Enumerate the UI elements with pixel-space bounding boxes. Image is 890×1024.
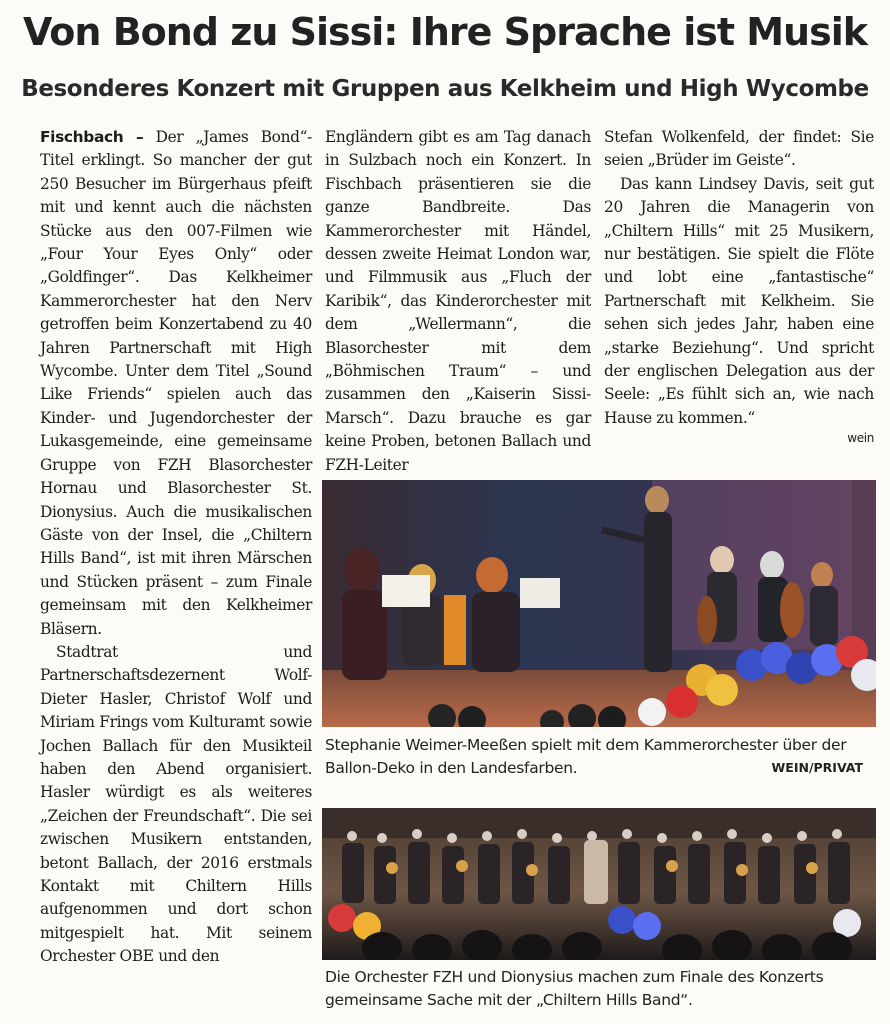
article-column-3 — [604, 126, 874, 446]
author-signoff: wein — [847, 431, 874, 446]
photo-caption — [325, 734, 877, 779]
article-column-2 — [325, 126, 591, 477]
article-column-1 — [40, 126, 312, 969]
article-paragraph: Stefan Wolkenfeld, der findet: Sie seien „Brüder im Geiste“. — [604, 128, 874, 170]
article-headline: Von Bond zu Sissi: Ihre Sprache ist Musik — [22, 10, 868, 54]
photo-chamber-orchestra — [322, 480, 876, 727]
dateline: Fischbach – — [40, 128, 144, 146]
photo-caption: Die Orchester FZH und Dionysius machen zum Finale des Konzerts gemeinsame Sache mit der „Chiltern Hills Band“. — [325, 968, 824, 1009]
caption-text: Stephanie Weimer-Meeßen spielt mit dem Kammerorchester über der Ballon-Deko in den Landesfarben. — [325, 736, 847, 777]
photo-credit: WEIN/PRIVAT — [771, 759, 863, 775]
photo-finale-bands — [322, 808, 876, 960]
article-paragraph: Engländern gibt es am Tag danach in Sulzbach noch ein Konzert. In Fischbach präsentieren sie die ganze Bandbreite. Das Kammerorchester mit Händel, dessen zweite Heimat London war, und Filmmusik aus „Fluch der Karibik“, das Kinderorchester mit dem „Wellermann“, die Blasorchester mit dem „Böhmischen Traum“ – und zusammen den „Kaiserin Sissi-Marsch“. Dazu brauche es gar keine Proben, betonen Ballach und FZH-Leiter — [325, 128, 591, 474]
article-subheadline: Besonderes Konzert mit Gruppen aus Kelkheim und High Wycombe — [21, 76, 869, 102]
article-paragraph: Das kann Lindsey Davis, seit gut 20 Jahren die Managerin von „Chiltern Hills“ mit 25 Musikern, nur bestätigen. Sie spielt die Flöte und lobt eine „fantastische“ Partnerschaft mit Kelkheim. Sie sehen sich jedes Jahr, haben eine „starke Beziehung“. Und spricht der englischen Delegation aus der Seele: „Es fühlt sich an, wie nach Hause zu kommen.“ — [604, 174, 874, 427]
article-paragraph — [40, 126, 312, 641]
paragraph-text: Der „James Bond“-Titel erklingt. So mancher der gut 250 Besucher im Bürgerhaus pfeift mit und kennt auch die nächsten Stücke aus den 007-Filmen wie „Four Your Eyes Only“ oder „Goldfinger“. Das Kelkheimer Kammerorchester hat den Nerv getroffen beim Konzertabend zu 40 Jahren Partnerschaft mit High Wycombe. Unter dem Titel „Sound Like Friends“ spielen auch das Kinder- und Jugendorchester der Lukasgemeinde, eine gemeinsame Gruppe von FZH Blasorchester Hornau und Blasorchester St. Dionysius. Auch die musikalischen Gäste von der Insel, die „Chiltern Hills Band“, ist mit ihren Märschen und Stücken präsent – zum Finale gemeinsam mit den Kelkheimer Bläsern. — [40, 128, 313, 638]
article-paragraph: Stadtrat und Partnerschaftsdezernent Wolf-Dieter Hasler, Christof Wolf und Miriam Frings vom Kulturamt sowie Jochen Ballach für den Musikteil haben den Abend organisiert. Hasler würdigt es als weiteres „Zeichen der Freundschaft“. Die sei zwischen Musikern entstanden, betont Ballach, der 2016 erstmals Kontakt mit Chiltern Hills aufgenommen und dort schon mitgespielt hat. Mit seinem Orchester OBE und den — [40, 642, 312, 966]
